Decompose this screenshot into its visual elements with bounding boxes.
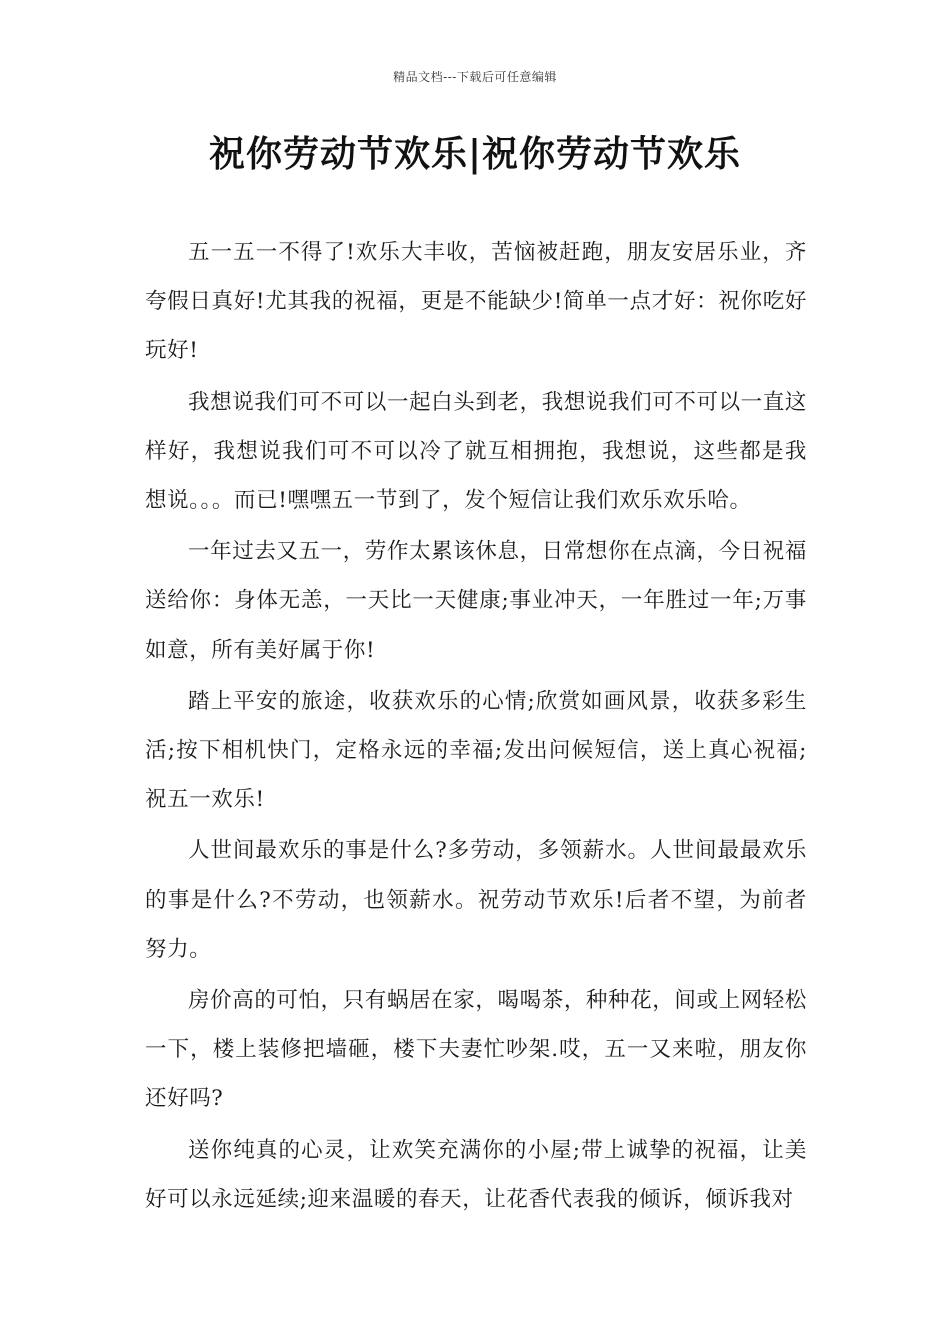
document-body <box>145 228 807 1226</box>
paragraph: 房价高的可怕，只有蜗居在家，喝喝茶，种种花，间或上网轻松一下，楼上装修把墙砸，楼下夫妻忙吵架.哎，五一又来啦，朋友你还好吗? <box>145 988 807 1112</box>
paragraph: 一年过去又五一，劳作太累该休息，日常想你在点滴，今日祝福送给你：身体无恙，一天比一天健康;事业冲天，一年胜过一年;万事如意，所有美好属于你! <box>145 539 807 663</box>
paragraph: 五一五一不得了!欢乐大丰收，苦恼被赶跑，朋友安居乐业，齐夸假日真好!尤其我的祝福，更是不能缺少!简单一点才好：祝你吃好玩好! <box>145 240 807 364</box>
paragraph: 踏上平安的旅途，收获欢乐的心情;欣赏如画风景，收获多彩生活;按下相机快门，定格永远的幸福;发出问候短信，送上真心祝福;祝五一欢乐! <box>145 688 807 813</box>
page-title: 祝你劳动节欢乐|祝你劳动节欢乐 <box>208 133 742 175</box>
paragraph: 送你纯真的心灵，让欢笑充满你的小屋;带上诚挚的祝福，让美好可以永远延续;迎来温暖的春天，让花香代表我的倾诉，倾诉我对 <box>145 1137 807 1212</box>
paragraph: 人世间最欢乐的事是什么?多劳动，多领薪水。人世间最最欢乐的事是什么?不劳动，也领薪水。祝劳动节欢乐!后者不望，为前者努力。 <box>145 838 807 962</box>
header-note: 精品文档---下载后可任意编辑 <box>393 70 557 84</box>
paragraph: 我想说我们可不可以一起白头到老，我想说我们可不可以一直这样好，我想说我们可不可以冷了就互相拥抱，我想说，这些都是我想说。。。而已!嘿嘿五一节到了，发个短信让我们欢乐欢乐哈。 <box>145 389 807 514</box>
